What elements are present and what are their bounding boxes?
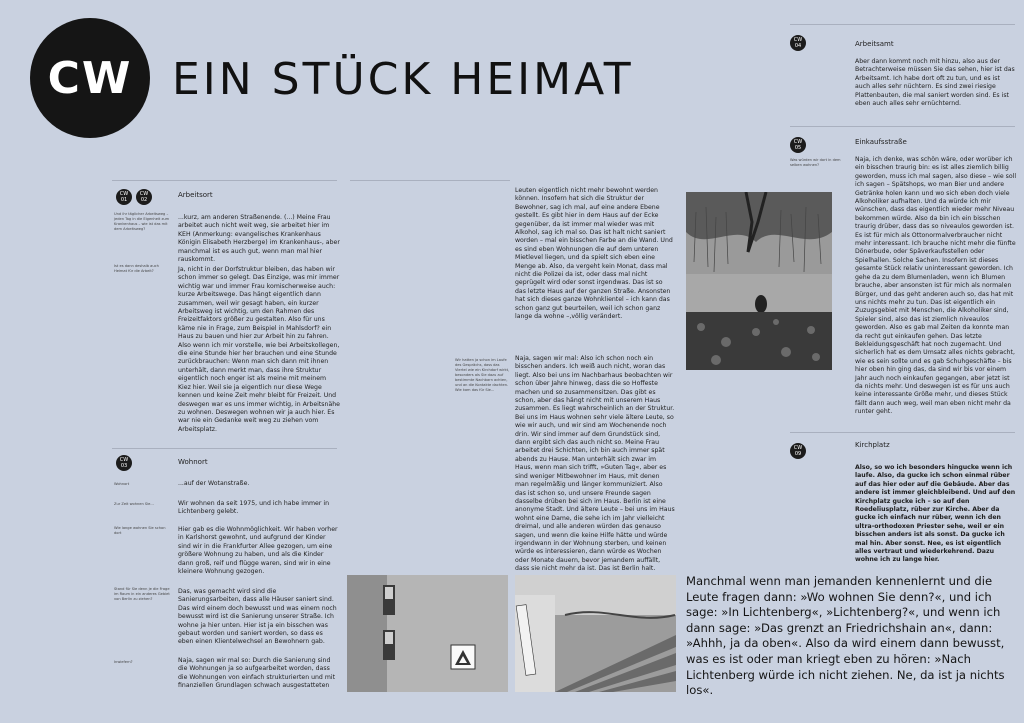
building-image (347, 575, 508, 692)
paragraph: Naja, ich denke, was schön wäre, oder worüber ich ein bisschen traurig bin: es ist alles ziemlich billig geworden, muss ich mal sagen, also diese – wie soll ich sagen – Spätshops, wo man Bier und andere Getränke holen kann und wo sich eben doch viele Alkoholiker aufhalten. Und da würde ich mir wünschen, dass das eigentlich wieder mehr Niveau bekommen würde. Also da bin ich ein bisschen traurig drüber, dass das so niveaulos geworden ist. Es ist für mich als Ottonormalverbraucher nicht mehr interessant. Ich brauche nicht mehr die fünfte Dönerbude, oder Späverkaufsstellen oder Spielhallen. Solche Sachen. Insofern ist dieses gesamte Stück relativ uninteressant geworden. Ich gehe da zu dem Blumenladen, wenn ich Blumen brauche, aber ansonsten ist für mich als normalen Bürger, und das geht anderen auch so, das hat mit uns nichts mehr zu tun. Das ist eigentlich ein Zuzugsgebiet mit Menschen, die Alkoholiker sind, Spieler sind, also das ist ziemlich niveaulos geworden. Also es gab mal Zeiten da konnte man da recht gut einkaufen gehen. Das letzte Bekleidungsgeschäft hat noch zugemacht. Und sicherlich hat es dem Umsatz alles nichts gebracht, wie es sein sollte und es gab Schuhgeschäfte – bis hier oben hin ging das, da sind wir bis vor einem Jahr auch noch einkaufen gegangen, aber jetzt ist da nichts mehr. Und deswegen ist es für uns auch keine interessante Größe mehr, und dieses Stück fällt dann auch weg, weil man eben nicht mehr da runter geht. (855, 156, 1017, 416)
photo-building (347, 575, 508, 692)
pull-quote: Manchmal wenn man jemanden kennenlernt und die Leute fragen dann: »Wo wohnen Sie denn?«, und ich sage: »In Lichtenberg«, »Lichtenberg?«, und wenn ich dann sage: »Das grenzt an Friedrichshain an«, dann: »Ahhh, ja da oben«. Also da wird einem dann bewusst, was es ist oder man kriegt eben zu hören: »Nach Lichtenberg würde ich nicht ziehen. Ne, da ist ja nichts los«. (686, 574, 1005, 698)
side-note: Wie lange wohnen Sie schon dort (114, 526, 166, 535)
paragraph: Wir wohnen da seit 1975, und ich habe immer in Lichtenberg gelebt. (178, 500, 329, 516)
page-title: EIN STÜCK HEIMAT (172, 54, 634, 105)
paragraph: Naja, sagen wir mal: Also ich schon noch ein bisschen anders. Ich weiß auch nicht, woran das liegt. Also bei uns im Nachbarhaus beobachten wir schon über Jahre hinweg, dass die so Hoffeste machen und so zusammensitzen. Das gibt es schon, aber das hängt nicht mit unserem Haus zusammen. Es liegt wahrscheinlich an der Struktur. Bei uns im Haus wohnen sehr viele ältere Leute, so wie wir auch, und wir sind am Wochenende noch drin. Wir sind immer auf dem Grundstück sind, dann ergibt sich das auch nicht so. Meine Frau arbeitet drei Schichten, ich bin auch immer spät abends zu Hause. Man unterhält sich zwar im Haus, wenn man sich trifft, »Guten Tag«, aber es sind weniger Mitbewohner im Haus, mit denen man regelmäßig und länger kommuniziert. Also das ist schon so, und unsere Freunde sagen dasselbe drüben bei sich im Haus. Berlin ist eine anonyme Stadt. Und ältere Leute – bei uns im Haus wohnt eine Dame, die sehe ich im Jahr vielleicht dreimal, und alle anderen würden das genauso sagen, und wenn die keine Hilfe hätte und würde irgendwann in der Wohnung sterben, und keinen würde es interessieren, dann würde es Wochen oder Monate dauern, bevor jemandem auffällt, dass sie nicht mehr da ist. Das ist Berlin halt. (515, 355, 675, 573)
heading-kirchplatz: Kirchplatz (855, 441, 890, 449)
side-note: Und ihr täglicher Arbeitsweg – jeden Tag in die Eigenheit zum Krankenhaus – wie ist das mit dem Arbeitsweg? (114, 212, 170, 231)
divider (350, 180, 510, 181)
lake-image (686, 192, 832, 370)
paragraph: Hier gab es die Wohnmöglichkeit. Wir haben vorher in Karlshorst gewohnt, und aufgrund der Kinder sind wir in die Frankfurter Allee gezogen, um eine größere Wohnung zu haben, und als die Kinder dann groß, reif und flügge waren, sind wir in eine kleinere Wohnung gezogen. (178, 526, 338, 576)
paragraph: Also, so wo ich besonders hingucke wenn ich laufe. Also, da gucke ich schon einmal rüber auf das hier oder auf die Gebäude. Aber das andere ist immer gleichbleibend. Und auf den Kirchplatz gucke ich – so auf den Roedeliusplatz, rüber zur Kirche. Aber da gucke ich einfach nur rüber, wenn ich den ultra-orthodoxen Priester sehe, weil er ein bisschen anders ist als sonst. Da gucke ich mal hin. Aber sonst. Nee, es ist eigentlich alles vertraut und wiederkehrend. Dazu wohne ich zu lange hier. (855, 464, 1016, 564)
badge-cw-02: CW 02 (136, 189, 152, 205)
badge-cw-05: CW 05 (790, 137, 806, 153)
side-note: Inwiefern? (114, 660, 133, 664)
heading-arbeitsamt: Arbeitsamt (855, 40, 894, 48)
paragraph: Aber dann kommt noch mit hinzu, also aus der Betrachterweise müssen Sie das sehen, hier ist das Arbeitsamt. Ich habe dort oft zu tun, und es ist auch alles sehr nüchtern. Es sind zwei riesige Plattenbauten, die mal saniert worden sind. Es ist eben auch alles sehr ernüchternd. (855, 58, 1015, 108)
heading-einkaufsstrasse: Einkaufsstraße (855, 138, 907, 146)
badge-cw-09: CW 09 (790, 443, 806, 459)
photo-lake (686, 192, 832, 370)
paragraph: Ja, nicht in der Dorfstruktur bleiben, das haben wir schon immer so gelegt. Das Einzige, was mir immer wichtig war und immer Frau komischerweise auch: kurze Arbeitswege. Das hängt eigentlich dann zusammen, weil wir gesagt haben, ein kurzer Arbeitsweg ist wichtig, um den Rahmen des Freizeitfaktors größer zu gestalten. Also für uns käme nie in Frage, zum Beispiel in Mahlsdorf? ein Haus zu bauen und hier zur Arbeit hin zu fahren. Also wenn ich mir vorstelle, wie bei Arbeitskollegen, die eine Stunde hier her brauchen und eine Stunde zurückbrauchen: Wenn man sich dann mit ihnen unterhält, dann merkt man, dass ihre Struktur eigentlich noch enger ist als meine mit meinem Kiez hier. Weil sie ja eigentlich nur diese Wege kennen und keine Zeit mehr bleibt für Freizeit. Und deswegen war es uns immer wichtig, in Arbeitsnähe zu wohnen. Deswegen wohnen wir ja auch hier. Es war nie ein Gedanke weit weg zu ziehen vom Arbeitsplatz. (178, 266, 340, 433)
photo-stairs (515, 575, 676, 692)
badge-cw-01: CW 01 (116, 189, 132, 205)
divider (112, 180, 337, 181)
badge-cw-04: CW 04 (790, 35, 806, 51)
divider (112, 448, 337, 449)
side-note: Wohnort (114, 482, 130, 486)
paragraph: ...kurz, am anderen Straßenende. (...) Meine Frau arbeitet auch nicht weit weg, sie arbeitet hier im KEH (Anmerkung: evangelisches Krankenhaus Königin Elisabeth Herzberge) im Krankenhaus-, aber manchmal ist es auch gut, wenn man mal hier rauskommt. (178, 214, 340, 264)
heading-arbeitsort: Arbeitsort (178, 191, 213, 199)
divider (790, 24, 1015, 25)
paragraph: Leuten eigentlich nicht mehr bewohnt werden können. Insofern hat sich die Struktur der Bewohner, sag ich mal, auf eine andere Ebene gestellt. Es gibt hier in dem Haus auf der Ecke gegenüber, da ist immer mal wieder was mit Alkohol, sag ich mal so. Das ist halt nicht saniert worden – mal ein bisschen Farbe an die Wand. Und es sind eben Wohnungen die auf dem unteren Mietlevel liegen, und da spielt sich eben eine Menge ab. Also, da vergeht kein Monat, dass mal nicht die Polizei da ist, oder dass mal nicht geprügelt wird oder sonst irgendwas. Das ist so das letzte Haus auf der ganzen Straße. Ansonsten hat sich dieses ganze Wohnklientel – ich kann das schon ganz gut beurteilen, weil ich schon ganz lange da wohne –,völlig verändert. (515, 187, 673, 321)
stairs-image (515, 575, 676, 692)
paragraph: Das, was gemacht wird sind die Sanierungsarbeiten, dass alle Häuser saniert sind. Das wird einem doch bewusst und was einem noch bewusst wird ist die Sanierung unserer Straße. Ich wohne ja hier unten. Hier ist ja ein bisschen was gebaut worden und saniert worden, so dass es eben einen Klientelwechsel an Bewohnern gab. (178, 588, 337, 646)
side-note: Wir hatten ja schon im Laufe des Gesprächs, dass das Viertel wie ein Kirchdorf wirkt, besonders als Sie dazu auf bestimmte Nachbarn achten, und an die Kontakte dachten. Wie kam das für Sie... (455, 358, 510, 392)
paragraph: ...auf der Wotanstraße. (178, 480, 250, 487)
side-note: Was würden wir dort in dem selben wohnen? (790, 158, 841, 167)
side-note: Stand für Sie denn je die Frage im Raum in ein anderes Gebiet von Berlin zu ziehen? (114, 587, 170, 601)
heading-wohnort: Wohnort (178, 458, 208, 466)
side-note: Zur Zeit wohnen Sie... (114, 502, 154, 506)
cw-logo: CW (30, 18, 150, 138)
badge-cw-03: CW 03 (116, 455, 132, 471)
side-note: Ist es dann deshalb auch Heimat für die Arbeit? (114, 264, 159, 273)
divider (790, 126, 1015, 127)
divider (790, 432, 1015, 433)
paragraph: Naja, sagen wir mal so: Durch die Sanierung sind die Wohnungen ja so aufgearbeitet worden, dass die Wohnungen von einfach strukturierten und mit finanziellen Grundlagen schwach ausgestatteten (178, 657, 336, 690)
